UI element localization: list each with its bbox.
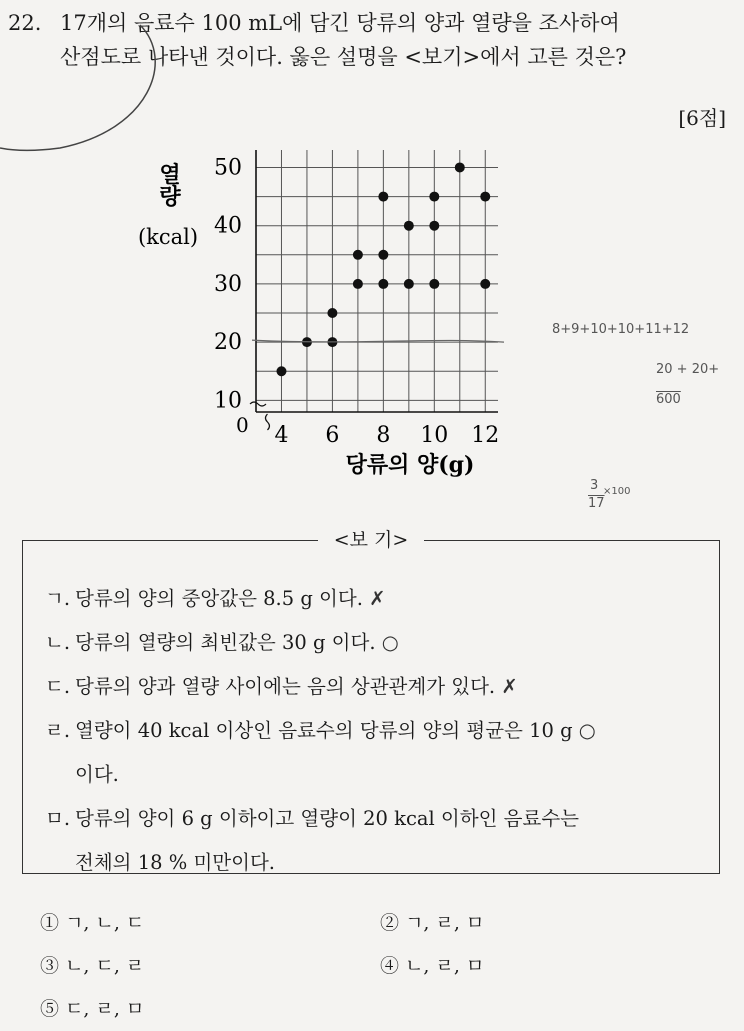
choice-text: ㄴ, ㄷ, ㄹ (65, 955, 145, 977)
data-point (378, 279, 388, 289)
points-label: [6점] (678, 106, 726, 130)
x-tick-label: 8 (376, 423, 391, 448)
x-tick-label: 12 (471, 423, 500, 448)
bogi-item-text: 당류의 양이 6 g 이하이고 열량이 20 kcal 이하인 음료수는 (75, 807, 579, 830)
bogi-item-mark: ○ (578, 719, 596, 742)
choice-text: ㄱ, ㄴ, ㄷ (65, 912, 145, 934)
origin-label: 0 (236, 413, 249, 437)
x-axis-break (265, 414, 269, 430)
question-line-1: 17개의 음료수 100 mL에 담긴 당류의 양과 열량을 조사하여 (60, 11, 620, 35)
data-point (378, 192, 388, 202)
y-label-top: 열 (159, 162, 181, 188)
x-axis-label: 당류의 양(g) (345, 452, 475, 478)
choice-number: ① (40, 912, 60, 934)
choice-option[interactable] (380, 902, 484, 945)
data-point (404, 221, 414, 231)
bogi-item (45, 665, 705, 709)
handwritten-fraction-x: ×100 (603, 486, 631, 497)
data-point (429, 279, 439, 289)
bogi-item-text: 당류의 양과 열량 사이에는 음의 상관관계가 있다. (75, 675, 496, 698)
data-point (353, 279, 363, 289)
choice-text: ㄷ, ㄹ, ㅁ (65, 998, 145, 1020)
y-axis-break (250, 402, 266, 406)
handwritten-total: 600 (656, 392, 681, 407)
data-point (429, 192, 439, 202)
bogi-item-label: ㄹ. (45, 719, 71, 742)
bogi-item-label: ㅁ. (45, 807, 71, 830)
choice-number: ④ (380, 955, 400, 977)
chart-grid (256, 150, 498, 412)
choice-option[interactable] (40, 988, 144, 1031)
pencil-arc-annotation (0, 0, 200, 160)
choice-number: ② (380, 912, 400, 934)
bogi-item-label: ㄱ. (45, 587, 71, 610)
data-point (276, 366, 286, 376)
data-point (378, 250, 388, 260)
y-tick-label: 30 (214, 271, 242, 297)
handwritten-fraction-den: 17 (588, 496, 605, 511)
bogi-item-continuation: 이다. (75, 763, 119, 786)
x-tick-label: 4 (274, 423, 289, 448)
data-point (480, 279, 490, 289)
x-tick-label: 6 (325, 423, 340, 448)
bogi-item-text: 열량이 40 kcal 이상인 음료수의 당류의 양의 평균은 10 g (75, 719, 573, 742)
choice-number: ⑤ (40, 998, 60, 1020)
bogi-item (45, 797, 705, 841)
question-line-2: 산점도로 나타낸 것이다. 옳은 설명을 <보기>에서 고른 것은? (60, 45, 627, 69)
choice-option[interactable] (380, 945, 484, 988)
data-point (404, 279, 414, 289)
choice-option[interactable] (40, 945, 144, 988)
choice-number: ③ (40, 955, 60, 977)
bogi-item-mark: ✗ (369, 587, 386, 610)
data-point (353, 250, 363, 260)
y-label-mid: 량 (159, 184, 181, 210)
choice-option[interactable] (40, 902, 144, 945)
bogi-items (45, 577, 705, 885)
y-label-unit: (kcal) (137, 225, 199, 249)
bogi-item (45, 621, 705, 665)
bogi-item (45, 709, 705, 753)
bogi-item-mark: ○ (381, 631, 399, 654)
data-point (327, 308, 337, 318)
y-tick-label: 50 (214, 155, 242, 181)
bogi-box (22, 529, 720, 874)
bogi-item-label: ㄴ. (45, 631, 71, 654)
scatter-plot (120, 140, 540, 480)
x-tick-label: 10 (420, 423, 449, 448)
data-point (455, 162, 465, 172)
choice-text: ㄴ, ㄹ, ㅁ (405, 955, 485, 977)
data-point (480, 192, 490, 202)
question-number: 22. (8, 11, 42, 35)
chart-points (252, 162, 504, 376)
data-point (429, 221, 439, 231)
bogi-item-label: ㄷ. (45, 675, 71, 698)
bogi-item-text: 당류의 열량의 최빈값은 30 g 이다. (75, 631, 376, 654)
y-tick-label: 20 (214, 330, 242, 356)
bogi-item-mark: ✗ (501, 675, 518, 698)
chart-axes (214, 150, 499, 448)
choice-text: ㄱ, ㄹ, ㅁ (405, 912, 485, 934)
handwritten-fraction-num: 3 (590, 478, 599, 493)
handwritten-sum-2: 20 + 20+ (656, 362, 720, 377)
y-tick-label: 40 (214, 213, 242, 239)
bogi-item-continuation: 전체의 18 % 미만이다. (75, 851, 275, 874)
bogi-item-text: 당류의 양의 중앙값은 8.5 g 이다. (75, 587, 363, 610)
bogi-title: <보 기> (318, 529, 425, 551)
y-tick-label: 10 (214, 388, 242, 414)
bogi-item (45, 577, 705, 621)
handwritten-sum-1: 8+9+10+10+11+12 (552, 322, 690, 337)
